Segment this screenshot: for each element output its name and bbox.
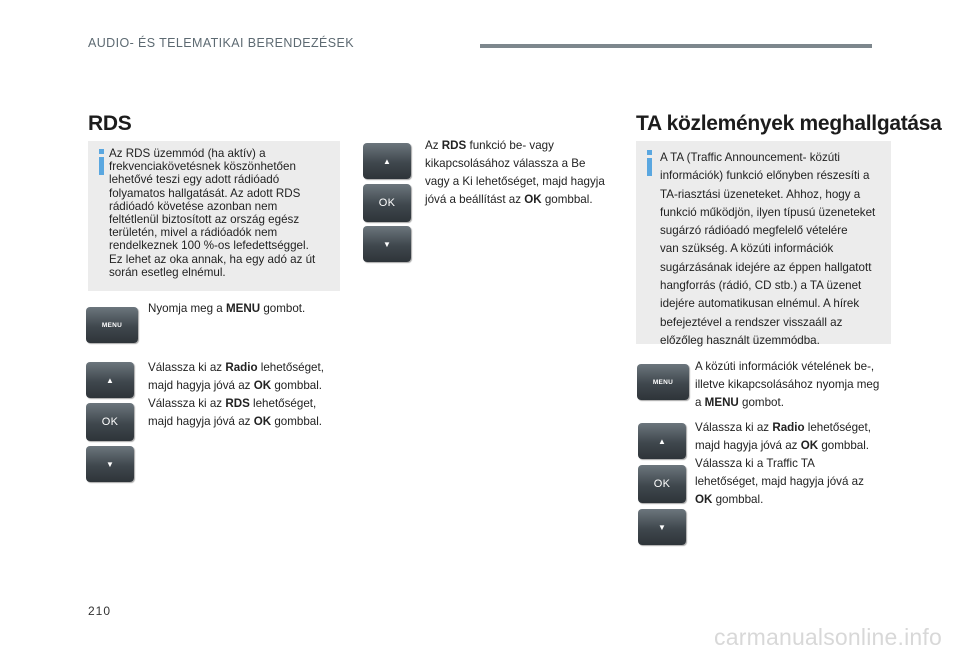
step-text: Válassza ki az [148, 397, 226, 410]
info-line: sugárzó rádióadó megfelelő vételére [660, 224, 848, 238]
info-line: funkció működjön, ilyen típusú üzeneteket [660, 205, 876, 219]
step-text-bold: Radio [772, 421, 805, 434]
up-arrow-button[interactable]: ▲ [86, 362, 134, 398]
step-text: gombbal. [712, 493, 764, 506]
rds-info-text [109, 147, 337, 279]
watermark: carmanualsonline.info [714, 624, 942, 650]
info-line: befejeztével a rendszer visszaáll az [660, 315, 843, 329]
info-line: rádióadó követése azonban nem [109, 199, 278, 213]
step-text: gombbal. [271, 379, 323, 392]
step-text: majd hagyja jóvá az [148, 379, 254, 392]
step-text: lehetőséget, [257, 361, 324, 374]
ta-step-menu [695, 358, 895, 412]
step-text: illetve kikapcsolásához nyomja meg [695, 378, 880, 391]
rds-info-box [88, 141, 340, 291]
step-text: gombot. [260, 302, 306, 315]
down-arrow-button[interactable]: ▼ [86, 446, 134, 482]
step-text-bold: Radio [225, 361, 258, 374]
step-text: lehetőséget, majd hagyja jóvá az [695, 475, 864, 488]
rds-step-select [148, 359, 343, 431]
step-text: kikapcsolásához válassza a Be [425, 157, 586, 170]
step-text: Nyomja meg a [148, 302, 226, 315]
step-text: majd hagyja jóvá az [148, 415, 254, 428]
header-divider [480, 44, 872, 48]
step-text: Válassza ki a Traffic TA [695, 457, 815, 470]
info-line: feltétlenül biztosított az ország egész [109, 213, 300, 227]
step-text-bold: OK [800, 439, 819, 452]
info-line: sugárzásának idejére az éppen hallgatott [660, 260, 872, 274]
info-line: van szükség. A közúti információk [660, 242, 834, 256]
step-text: Az [425, 139, 442, 152]
step-text-bold: OK [695, 493, 713, 506]
info-line: A TA (Traffic Announcement- közúti [660, 151, 841, 164]
up-arrow-button[interactable]: ▲ [363, 143, 411, 179]
info-line: lehetővé teszi egy adott rádióadó [109, 173, 280, 187]
info-line: folyamatos hallgatását. Az adott RDS [109, 186, 301, 200]
info-line: hangforrás (rádió, CD stb.) a TA üzenet [660, 279, 862, 293]
ta-info-box [636, 141, 891, 347]
step-text-bold: MENU [225, 302, 261, 315]
ok-button[interactable]: OK [86, 403, 134, 441]
step-text: lehetőséget, [249, 397, 317, 410]
step-text: gombbal. [818, 439, 870, 452]
info-line: TA-riasztási üzeneteket. Ahhoz, hogy a [660, 187, 861, 201]
page-number: 210 [88, 604, 112, 618]
menu-button[interactable]: MENU [86, 307, 138, 343]
step-text: Válassza ki az [695, 421, 773, 434]
ta-step-select [695, 419, 895, 509]
step-text: jóvá a beállítást az [425, 193, 525, 206]
step-text-bold: OK [524, 193, 542, 206]
step-text: vagy a Ki lehetőséget, majd hagyja [425, 175, 605, 188]
step-text: funkció be- vagy [466, 139, 554, 152]
ta-info-text [660, 149, 889, 350]
info-line: frekvenciakövetésnek köszönhetően [109, 160, 296, 174]
info-line: során esetleg elnémul. [109, 265, 226, 279]
info-line: előzőleg használt üzemmódba. [660, 333, 820, 347]
up-arrow-button[interactable]: ▲ [638, 423, 686, 459]
info-line: területén, mivel a rádióadók nem [109, 226, 278, 240]
rds-step-menu [148, 300, 338, 318]
step-text: Válassza ki az [148, 361, 226, 374]
info-line: idejére automatikusan elnémul. A hírek [660, 297, 860, 311]
step-text-bold: OK [253, 379, 272, 392]
ta-section-title: TA közlemények meghallgatása [636, 112, 942, 135]
step-text-bold: RDS [441, 139, 467, 152]
down-arrow-button[interactable]: ▼ [638, 509, 686, 545]
info-line: Ez lehet az oka annak, ha egy adó az út [109, 252, 316, 266]
chapter-header: AUDIO- ÉS TELEMATIKAI BERENDEZÉSEK [88, 36, 354, 50]
info-line: információk) funkció előnyben részesíti a [660, 169, 870, 183]
step-text: gombot. [738, 396, 784, 409]
step-text: majd hagyja jóvá az [695, 439, 801, 452]
down-arrow-button[interactable]: ▼ [363, 226, 411, 262]
step-text: a [695, 396, 705, 409]
step-text: gombbal. [271, 415, 323, 428]
info-line: Az RDS üzemmód (ha aktív) a [109, 147, 266, 160]
info-line: rendelkeznek 100 %-os lefedettséggel. [109, 239, 309, 253]
menu-button[interactable]: MENU [637, 364, 689, 400]
step-text-bold: OK [253, 415, 272, 428]
info-icon [644, 150, 655, 176]
step-text-bold: MENU [704, 396, 739, 409]
ok-button[interactable]: OK [638, 465, 686, 503]
ok-button[interactable]: OK [363, 184, 411, 222]
step-text: lehetőséget, [804, 421, 871, 434]
rds-step-toggle [425, 137, 620, 209]
step-text-bold: RDS [225, 397, 250, 410]
rds-section-title: RDS [88, 112, 132, 135]
info-icon [96, 149, 107, 175]
step-text: A közúti információk vételének be-, [695, 360, 875, 373]
step-text: gombbal. [541, 193, 593, 206]
